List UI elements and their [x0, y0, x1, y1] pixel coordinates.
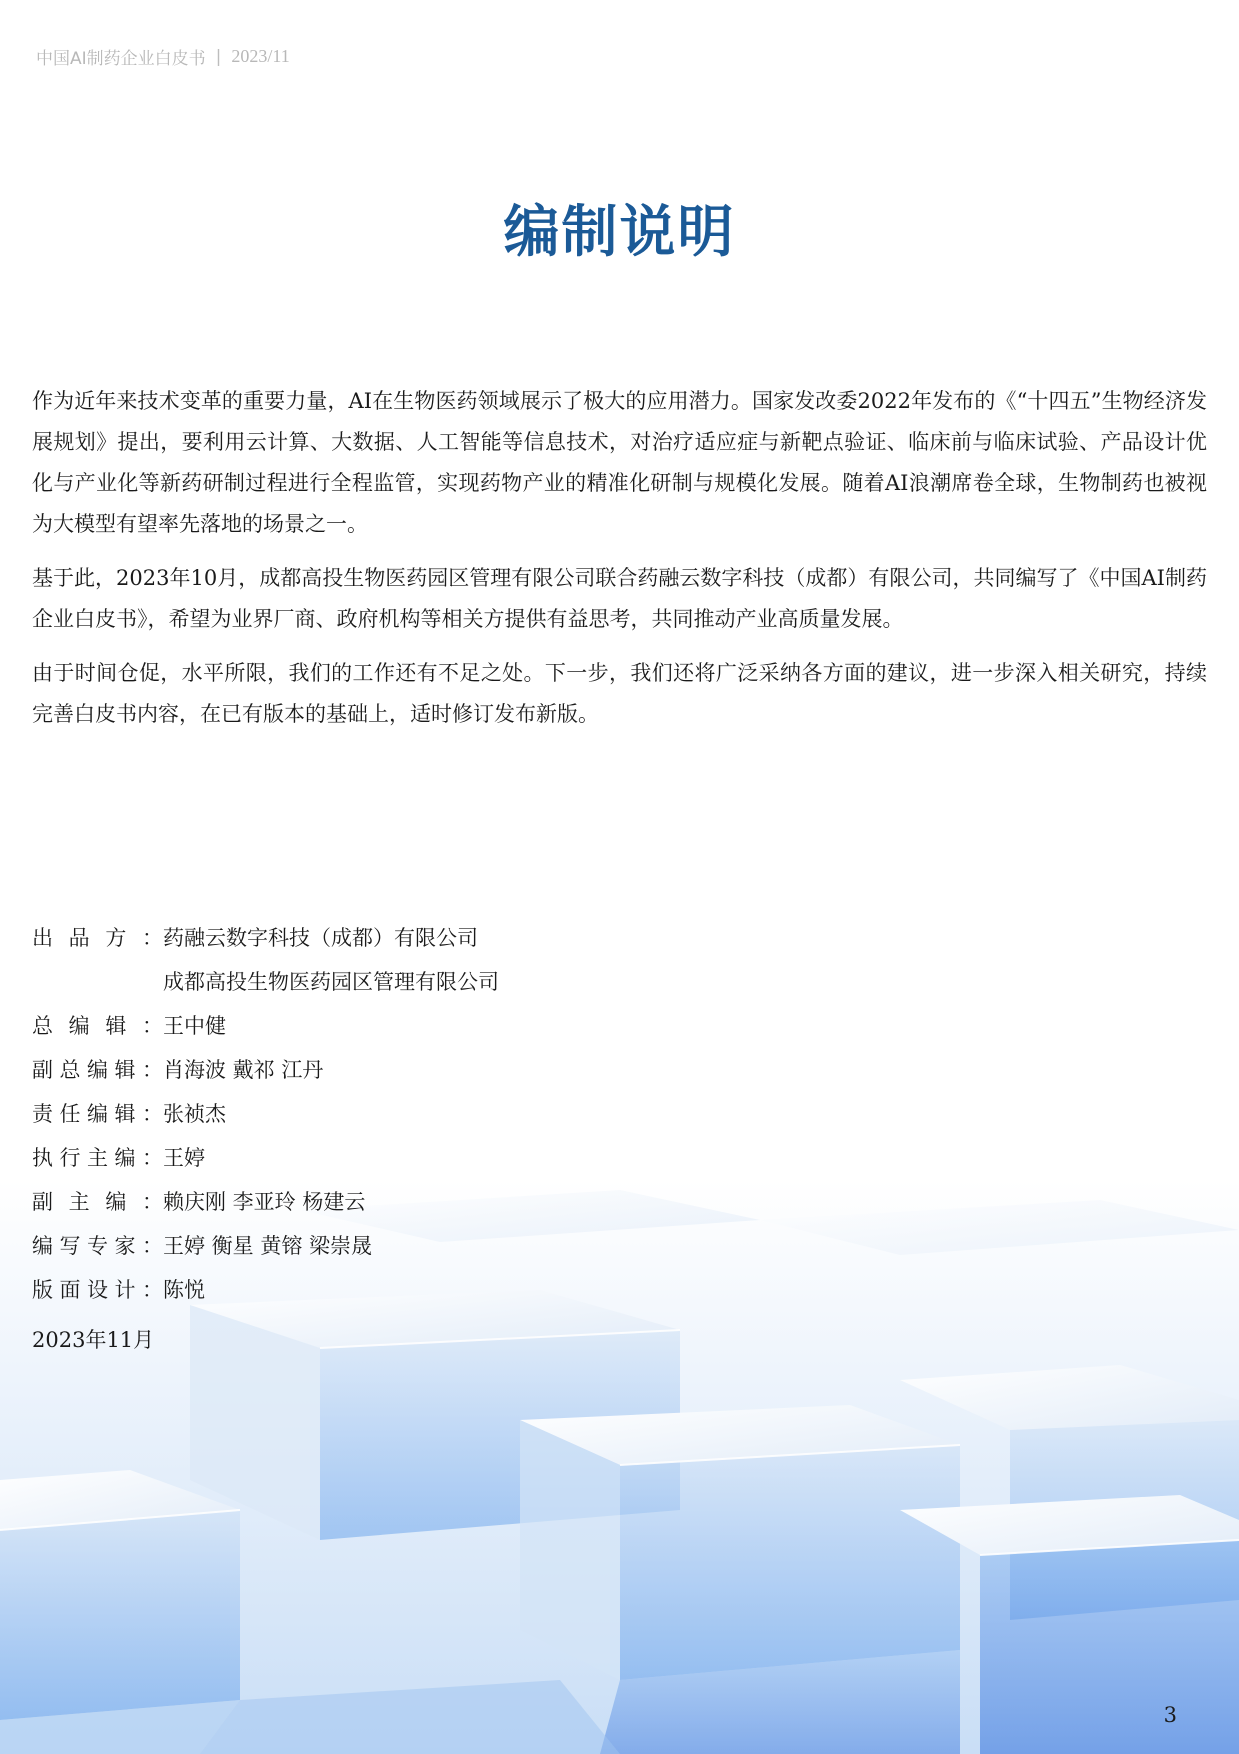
credit-label: 执行主编：: [32, 1146, 163, 1170]
publication-date: 2023年11月: [32, 1328, 155, 1352]
credit-value: 陈悦: [163, 1278, 205, 1302]
credit-row: [32, 1179, 499, 1223]
header-doc-title: 中国AI制药企业白皮书: [36, 49, 206, 69]
credit-label: 版面设计：: [32, 1278, 163, 1302]
credit-row: [32, 1135, 499, 1179]
credit-label: 责任编辑：: [32, 1102, 163, 1126]
credits-list: [32, 915, 499, 1311]
credit-row: [32, 959, 499, 1003]
credit-label: 出品方：: [32, 926, 163, 950]
credit-value: 肖海波 戴祁 江丹: [163, 1058, 324, 1082]
page-title: 编制说明: [503, 200, 736, 265]
paragraph: 基于此，2023年10月，成都高投生物医药园区管理有限公司联合药融云数字科技（成都）有限公司，共同编写了《中国AI制药企业白皮书》，希望为业界厂商、政府机构等相关方提供有益思考，共同推动产业高质量发展。: [32, 566, 1207, 631]
credit-row: [32, 1091, 499, 1135]
credit-row: [32, 915, 499, 959]
paragraph: 作为近年来技术变革的重要力量，AI在生物医药领域展示了极大的应用潜力。国家发改委2022年发布的《“十四五”生物经济发展规划》提出，要利用云计算、大数据、人工智能等信息技术，对治疗适应症与新靶点验证、临床前与临床试验、产品设计优化与产业化等新药研制过程进行全程监管，实现药物产业的精准化研制与规模化发展。随着AI浪潮席卷全球，生物制药也被视为大模型有望率先落地的场景之一。: [32, 389, 1207, 536]
credit-value: 成都高投生物医药园区管理有限公司: [163, 970, 499, 994]
page-number: 3: [1163, 1703, 1177, 1727]
header-separator: |: [215, 46, 222, 67]
credit-label: 副主编：: [32, 1190, 163, 1214]
credit-value: 王婷 衡星 黄镕 梁崇晟: [163, 1234, 373, 1258]
credit-row: [32, 1003, 499, 1047]
body-text: [32, 381, 1207, 748]
credit-label: 总编辑：: [32, 1014, 163, 1038]
credit-row: [32, 1047, 499, 1091]
credit-value: 王婷: [163, 1146, 205, 1170]
paragraph: 由于时间仓促，水平所限，我们的工作还有不足之处。下一步，我们还将广泛采纳各方面的建议，进一步深入相关研究，持续完善白皮书内容，在已有版本的基础上，适时修订发布新版。: [32, 661, 1207, 726]
credit-row: [32, 1267, 499, 1311]
credit-row: [32, 1223, 499, 1267]
credit-label: 编写专家：: [32, 1234, 163, 1258]
running-header: [36, 44, 290, 69]
credit-value: 张祯杰: [163, 1102, 226, 1126]
credit-value: 王中健: [163, 1014, 226, 1038]
credit-value: 药融云数字科技（成都）有限公司: [163, 926, 478, 950]
credit-value: 赖庆刚 李亚玲 杨建云: [163, 1190, 366, 1214]
header-date: 2023/11: [231, 46, 290, 66]
credit-label: 副总编辑：: [32, 1058, 163, 1082]
